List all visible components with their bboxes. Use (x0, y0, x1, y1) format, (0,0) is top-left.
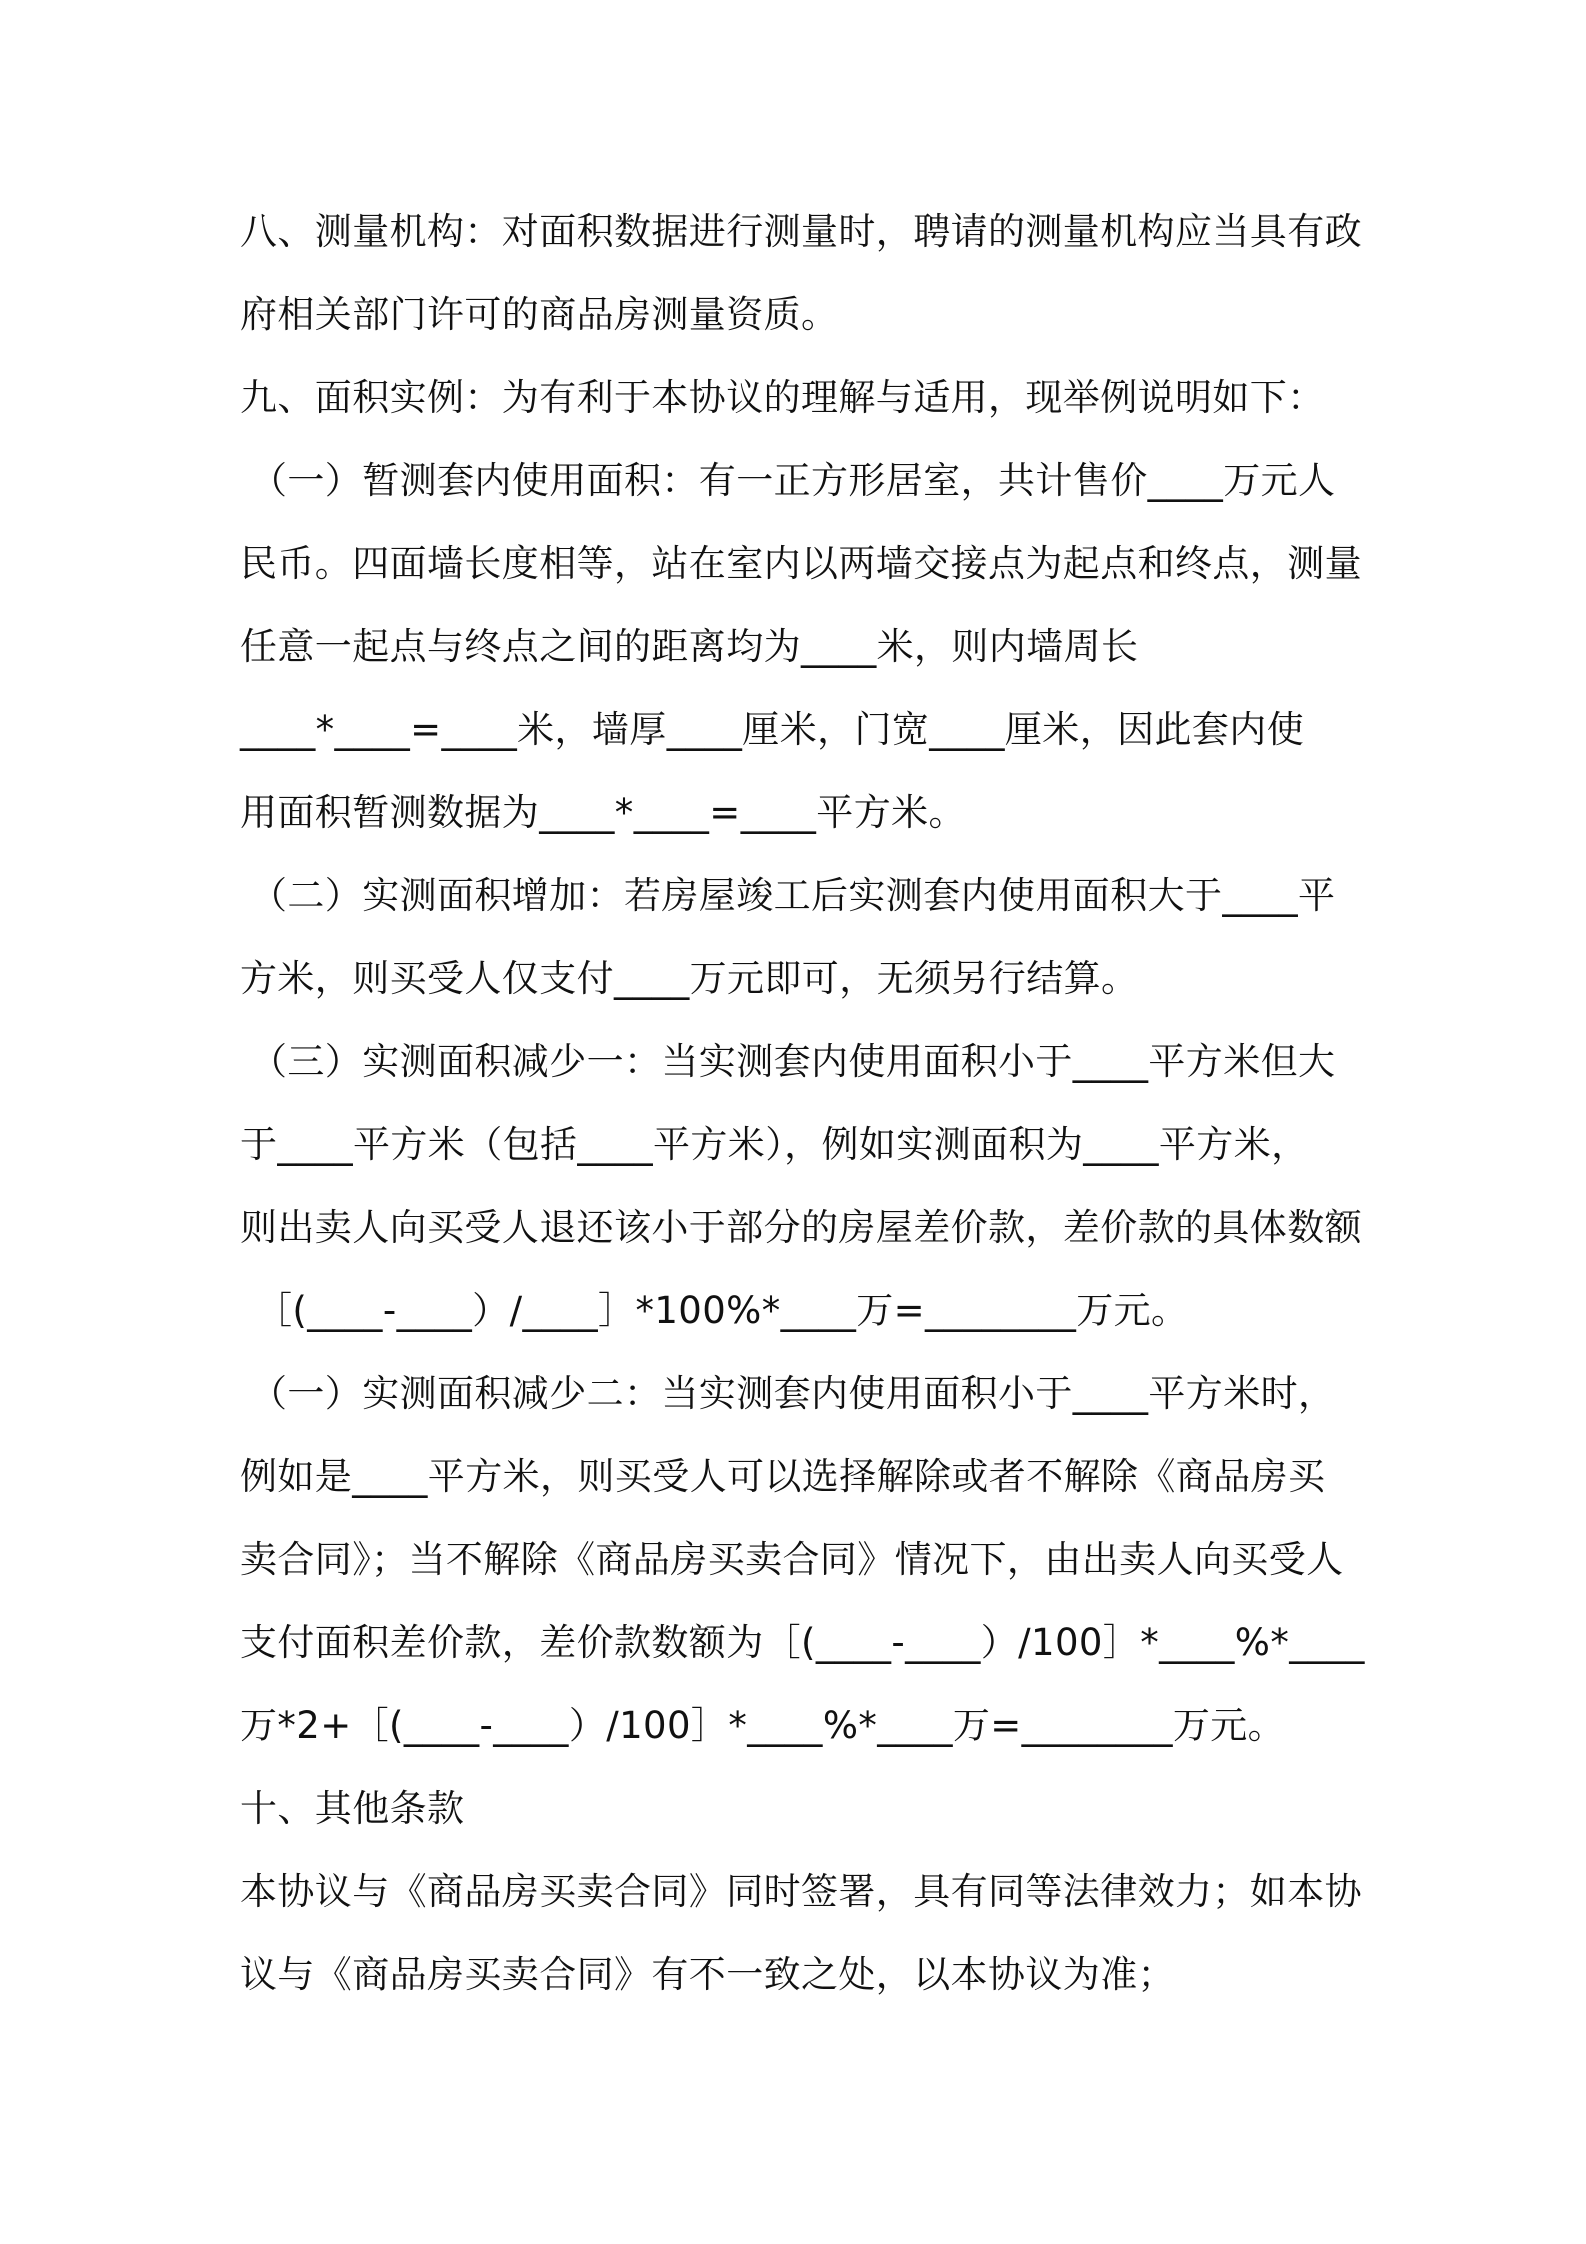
clause-9-heading: 九、面积实例：为有利于本协议的理解与适用，现举例说明如下： (240, 376, 1325, 419)
example-2-line-2: 方米，则买受人仅支付____万元即可，无须另行结算。 (240, 957, 1139, 1000)
example-3-line-3: 则出卖人向买受人退还该小于部分的房屋差价款，差价款的具体数额 (240, 1206, 1362, 1249)
example-3-line-1: （三）实测面积减少一：当实测套内使用面积小于____平方米但大 (250, 1040, 1336, 1083)
clause-10-line-1: 本协议与《商品房买卖合同》同时签署，具有同等法律效力；如本协 (240, 1870, 1362, 1913)
example-4-line-1: （一）实测面积减少二：当实测套内使用面积小于____平方米时， (250, 1372, 1336, 1415)
clause-10-heading: 十、其他条款 (240, 1787, 465, 1830)
example-2-line-1: （二）实测面积增加：若房屋竣工后实测套内使用面积大于____平 (250, 874, 1336, 917)
example-4-formula: 万*2+［(____-____）/100］*____%*____万=________万元。 (240, 1704, 1286, 1747)
example-4-line-2: 例如是____平方米，则买受人可以选择解除或者不解除《商品房买 (240, 1455, 1326, 1498)
example-1-line-5: 用面积暂测数据为____*____=____平方米。 (240, 791, 966, 834)
example-1-line-1: （一）暂测套内使用面积：有一正方形居室，共计售价____万元人 (250, 459, 1336, 502)
clause-8-line-2: 府相关部门许可的商品房测量资质。 (240, 293, 839, 336)
example-4-line-3: 卖合同》；当不解除《商品房买卖合同》情况下，由出卖人向买受人 (240, 1538, 1344, 1581)
example-3-formula: ［(____-____）/____］*100%*____万=________万元。 (255, 1289, 1189, 1332)
example-1-line-4: ____*____=____米，墙厚____厘米，门宽____厘米，因此套内使 (240, 708, 1305, 751)
clause-8-line-1: 八、测量机构：对面积数据进行测量时，聘请的测量机构应当具有政 (240, 210, 1362, 253)
example-4-line-4: 支付面积差价款，差价款数额为［(____-____）/100］*____%*____ (240, 1621, 1365, 1664)
example-3-line-2: 于____平方米（包括____平方米），例如实测面积为____平方米， (240, 1123, 1309, 1166)
example-1-line-3: 任意一起点与终点之间的距离均为____米，则内墙周长 (240, 625, 1139, 668)
clause-10-line-2: 议与《商品房买卖合同》有不一致之处，以本协议为准； (240, 1953, 1175, 1996)
example-1-line-2: 民币。四面墙长度相等，站在室内以两墙交接点为起点和终点，测量 (240, 542, 1362, 585)
